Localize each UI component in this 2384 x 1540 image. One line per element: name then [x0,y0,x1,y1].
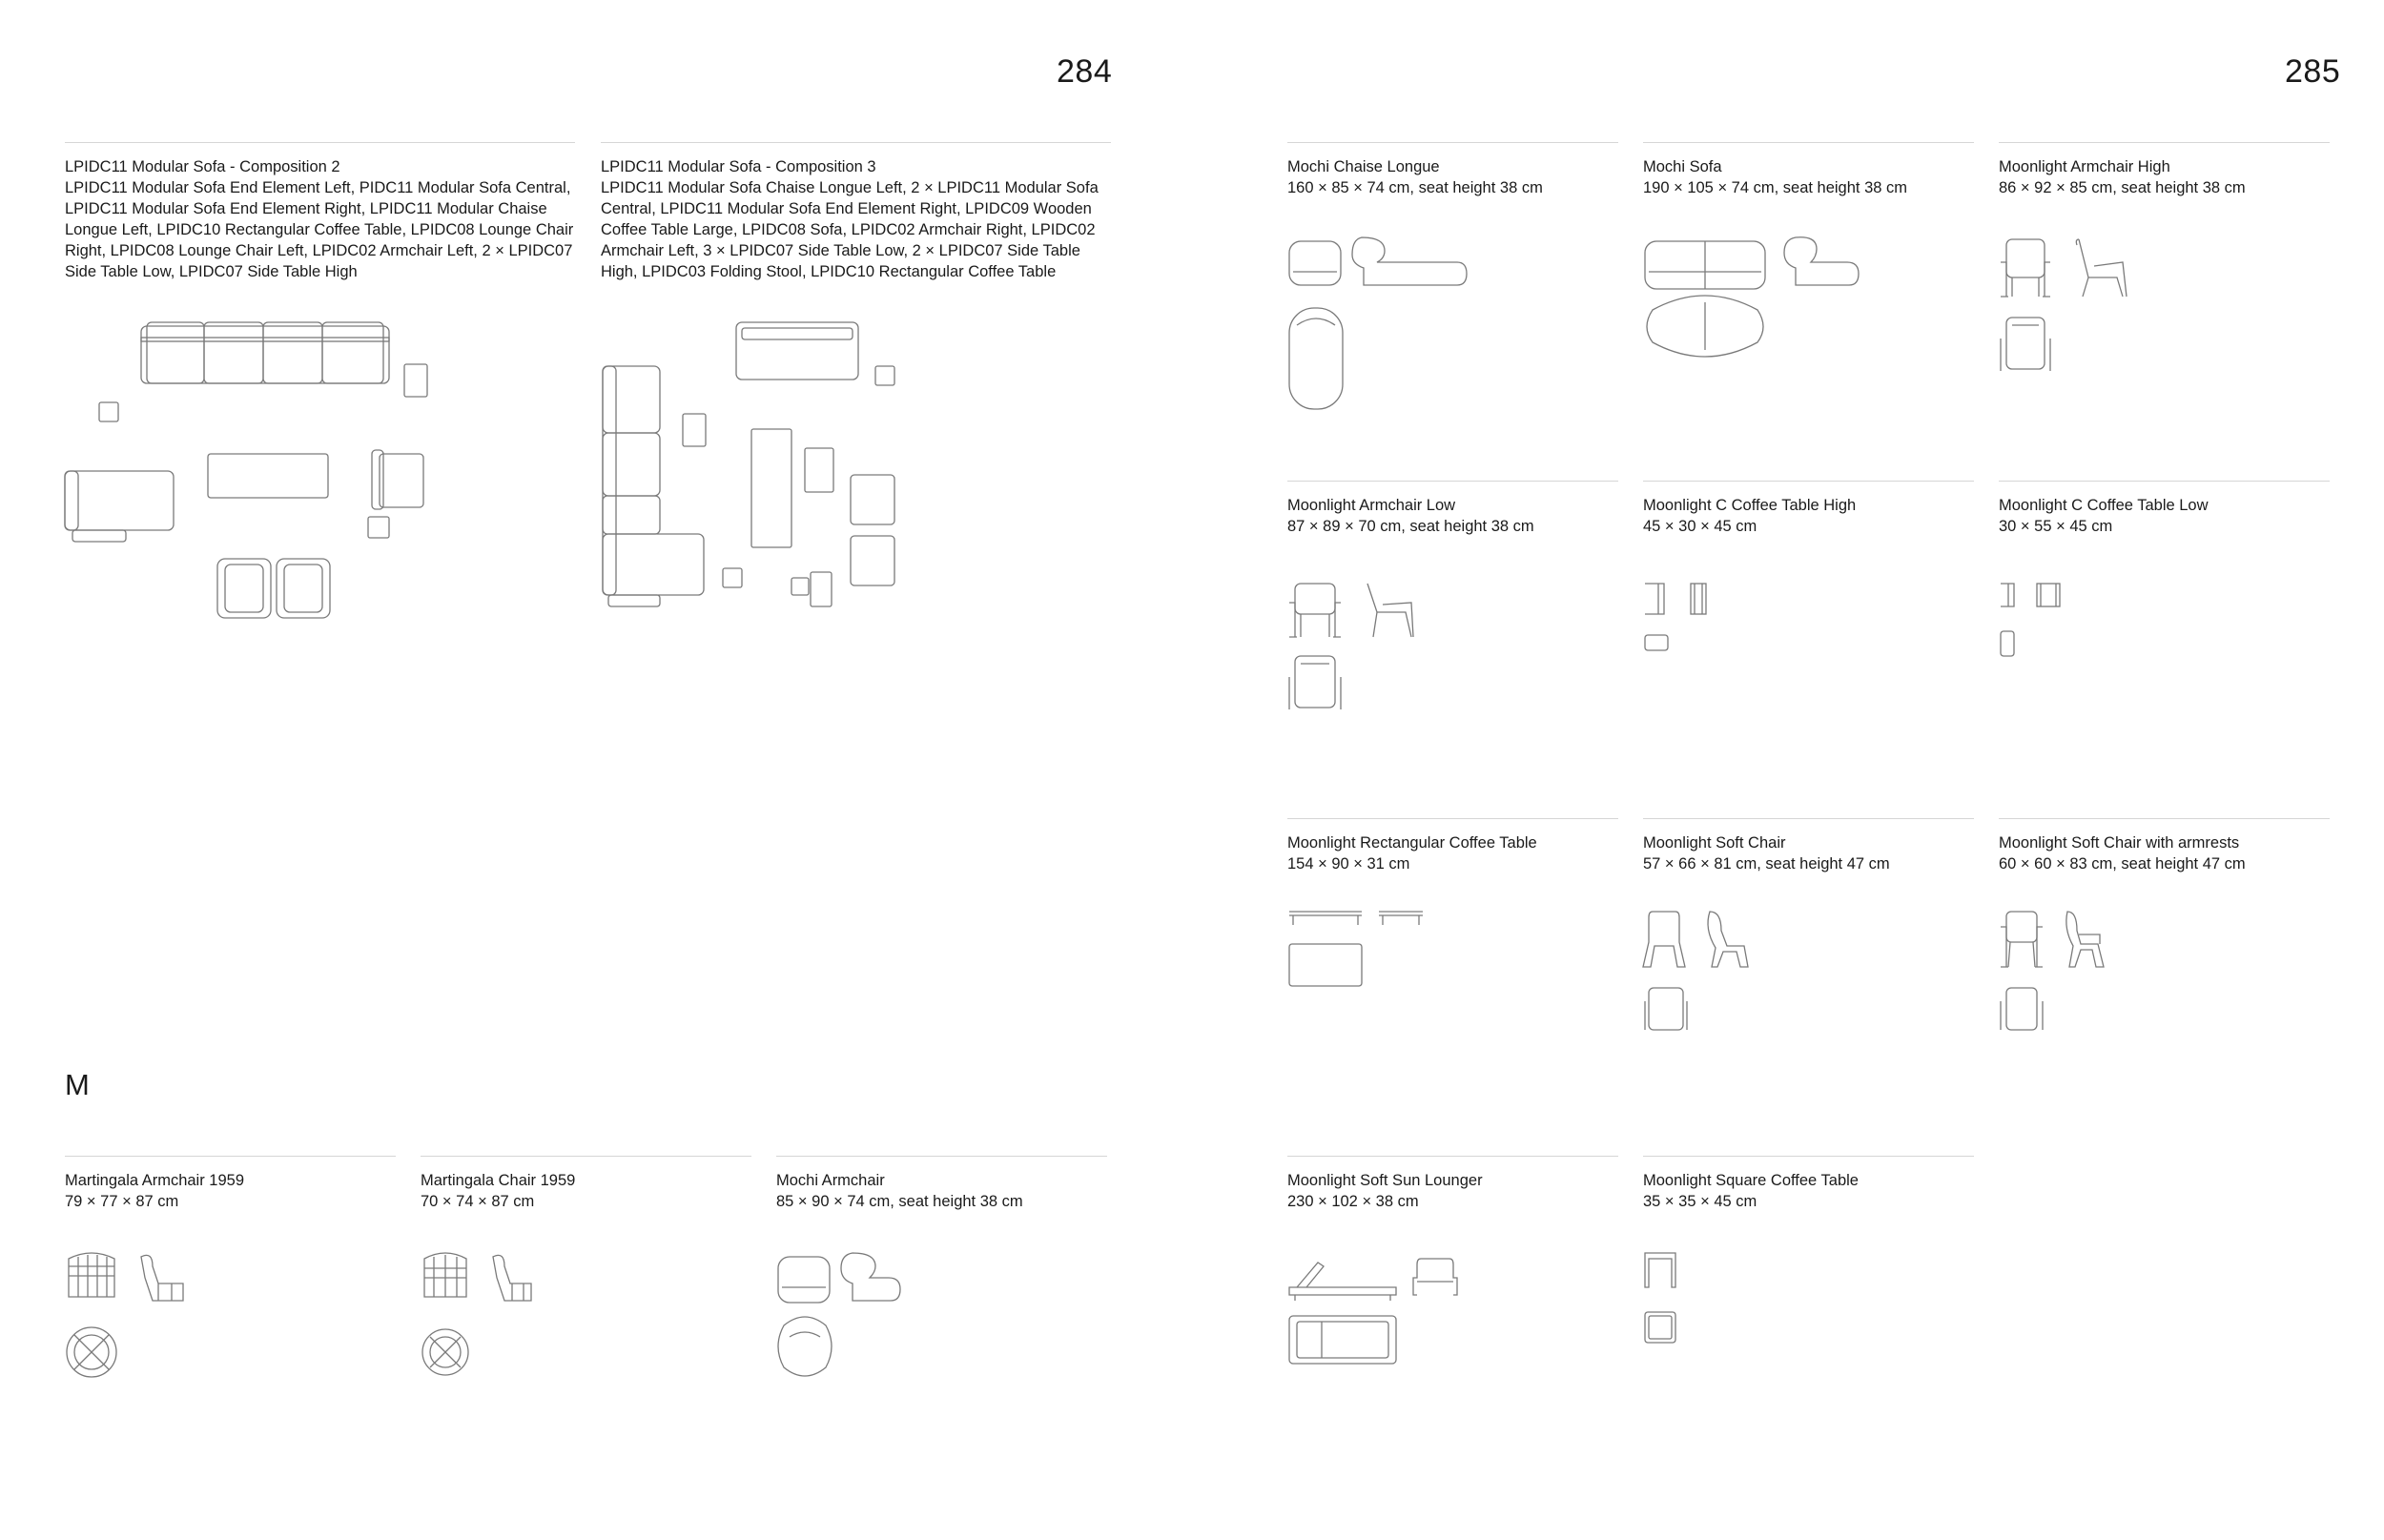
product-dimensions: 87 × 89 × 70 cm, seat height 38 cm [1287,518,1534,535]
product-moonlight-soft-sun-lounger [1287,1156,1618,1212]
moonlight-armchair-low-drawing [1287,578,1440,721]
composition-description: LPIDC11 Modular Sofa Chaise Longue Left, 2 × LPIDC11 Modular Sofa Central, LPIDC11 Modular Sofa End Element Right, LPIDC09 Wooden Coffee Table Large, LPIDC08 Sofa, LPIDC02 Armchair Right, LPIDC02 Armchair Left, 3 × LPIDC07 Side Table Low, 2 × LPIDC07 Side Table High, LPIDC03 Folding Stool, LPIDC10 Rectangular Coffee Table [601,179,1099,280]
composition-3-plan-drawing [595,315,919,629]
product-mochi-sofa [1643,142,1974,198]
mochi-chaise-longue-drawing [1287,234,1478,415]
product-dimensions: 70 × 74 × 87 cm [421,1193,535,1210]
product-martingala-chair-1959 [421,1156,751,1212]
product-moonlight-c-coffee-table-high [1643,481,1974,537]
page-number-right: 285 [2285,53,2341,90]
product-name: Moonlight Armchair High [1999,158,2170,175]
product-dimensions: 60 × 60 × 83 cm, seat height 47 cm [1999,855,2246,873]
product-name: Moonlight Armchair Low [1287,497,1456,514]
product-name: Mochi Chaise Longue [1287,158,1440,175]
composition-title: LPIDC11 Modular Sofa - Composition 2 [65,158,340,175]
product-moonlight-square-coffee-table [1643,1156,1974,1212]
section-letter: M [65,1068,90,1101]
product-dimensions: 35 × 35 × 45 cm [1643,1193,1757,1210]
product-name: Mochi Sofa [1643,158,1722,175]
product-name: Martingala Chair 1959 [421,1172,576,1189]
product-dimensions: 154 × 90 × 31 cm [1287,855,1410,873]
martingala-chair-1959-drawing [421,1249,573,1383]
moonlight-square-coffee-table-drawing [1643,1249,1719,1354]
product-mochi-chaise-longue [1287,142,1618,198]
moonlight-soft-chair-drawing [1643,906,1796,1039]
product-moonlight-rectangular-coffee-table [1287,818,1618,874]
martingala-armchair-1959-drawing [65,1249,217,1383]
product-moonlight-soft-chair-with-armrests [1999,818,2330,874]
moonlight-soft-sun-lounger-drawing [1287,1249,1497,1373]
mochi-armchair-drawing [776,1249,929,1383]
product-dimensions: 30 × 55 × 45 cm [1999,518,2113,535]
product-moonlight-armchair-high [1999,142,2330,198]
product-dimensions: 45 × 30 × 45 cm [1643,518,1757,535]
composition-3 [601,142,1111,282]
product-moonlight-soft-chair [1643,818,1974,874]
product-mochi-armchair [776,1156,1107,1212]
moonlight-rectangular-coffee-table-drawing [1287,906,1440,1001]
product-dimensions: 57 × 66 × 81 cm, seat height 47 cm [1643,855,1890,873]
product-name: Mochi Armchair [776,1172,885,1189]
product-name: Moonlight C Coffee Table Low [1999,497,2209,514]
product-name: Moonlight Soft Chair [1643,834,1786,852]
product-name: Moonlight Square Coffee Table [1643,1172,1859,1189]
product-name: Martingala Armchair 1959 [65,1172,245,1189]
product-moonlight-c-coffee-table-low [1999,481,2330,537]
product-dimensions: 160 × 85 × 74 cm, seat height 38 cm [1287,179,1543,196]
composition-2 [65,142,575,282]
product-moonlight-armchair-low [1287,481,1618,537]
moonlight-armchair-high-drawing [1999,234,2151,386]
moonlight-soft-chair-with-armrests-drawing [1999,906,2151,1039]
product-martingala-armchair-1959 [65,1156,396,1212]
moonlight-c-coffee-table-high-drawing [1643,578,1719,654]
composition-description: LPIDC11 Modular Sofa End Element Left, PIDC11 Modular Sofa Central, LPIDC11 Modular Sofa End Element Right, LPIDC11 Modular Chaise Longue Left, LPIDC10 Rectangular Coffee Table, LPIDC08 Lounge Chair Right, LPIDC08 Lounge Chair Left, LPIDC02 Armchair Left, 2 × LPIDC07 Side Table Low, LPIDC07 Side Table High [65,179,574,280]
product-name: Moonlight Soft Chair with armrests [1999,834,2240,852]
product-name: Moonlight Soft Sun Lounger [1287,1172,1483,1189]
product-dimensions: 79 × 77 × 87 cm [65,1193,179,1210]
page-number-left: 284 [1057,53,1113,90]
product-dimensions: 230 × 102 × 38 cm [1287,1193,1419,1210]
product-dimensions: 85 × 90 × 74 cm, seat height 38 cm [776,1193,1023,1210]
product-name: Moonlight C Coffee Table High [1643,497,1857,514]
product-dimensions: 86 × 92 × 85 cm, seat height 38 cm [1999,179,2246,196]
product-name: Moonlight Rectangular Coffee Table [1287,834,1537,852]
composition-2-plan-drawing [57,315,458,629]
moonlight-c-coffee-table-low-drawing [1999,578,2075,654]
composition-title: LPIDC11 Modular Sofa - Composition 3 [601,158,876,175]
product-dimensions: 190 × 105 × 74 cm, seat height 38 cm [1643,179,1908,196]
mochi-sofa-drawing [1643,234,1872,386]
